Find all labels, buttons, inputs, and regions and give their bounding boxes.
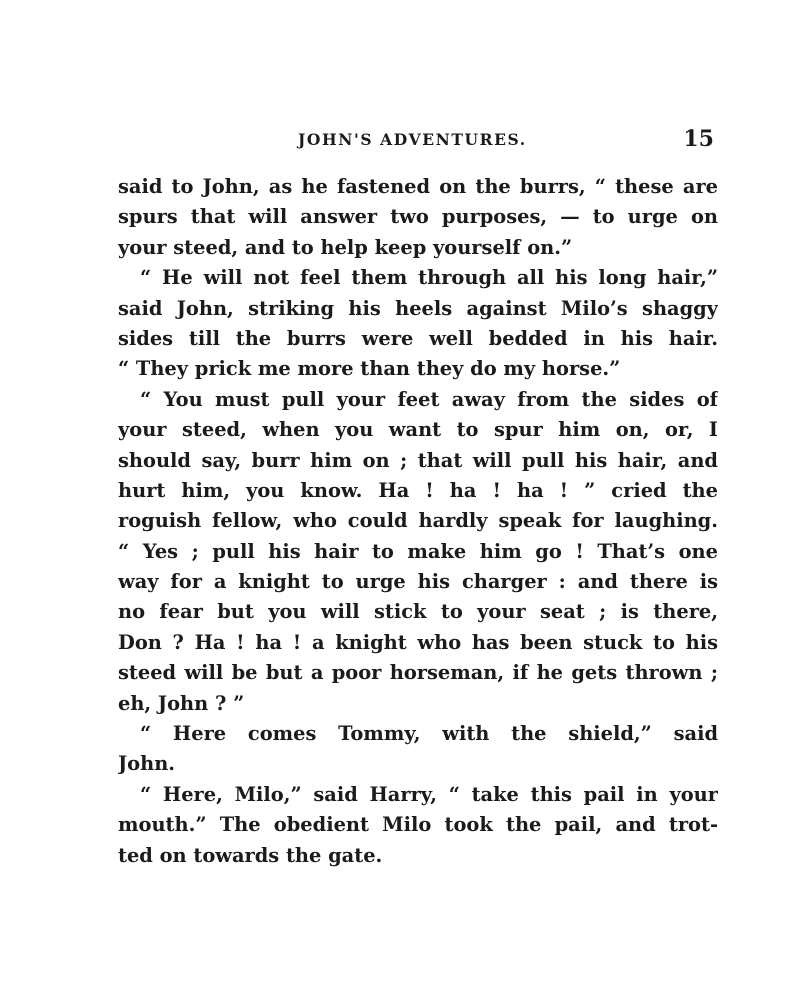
text-line: mouth.” The obedient Milo took the pail, and trot- [118, 813, 718, 837]
text-line: “ They prick me more than they do my horse.” [118, 357, 621, 381]
text-line: should say, burr him on ; that will pull his hair, and [118, 448, 718, 472]
text-line: eh, John ? ” [118, 691, 245, 715]
text-line: John. [118, 752, 176, 776]
text-line: said John, striking his heels against Milo’s shaggy [118, 296, 718, 320]
text-line: “ You must pull your feet away from the sides of [140, 387, 718, 411]
text-line: “ Here comes Tommy, with the shield,” said [140, 722, 718, 746]
text-line: spurs that will answer two purposes, — to urge on [118, 205, 718, 229]
text-line: roguish fellow, who could hardly speak for laughing. [118, 509, 718, 533]
text-line: your steed, and to help keep yourself on.” [118, 235, 573, 259]
text-line: “ He will not feel them through all his long hair,” [140, 266, 718, 290]
page-header [118, 126, 716, 160]
text-line: way for a knight to urge his charger : and there is [118, 570, 718, 594]
text-line: hurt him, you know. Ha ! ha ! ha ! ” cried the [118, 478, 718, 502]
text-line: “ Here, Milo,” said Harry, “ take this pail in your [140, 782, 718, 806]
running-head: JOHN'S ADVENTURES. [298, 130, 527, 149]
text-line: your steed, when you want to spur him on, or, I [118, 418, 718, 442]
text-line: said to John, as he fastened on the burrs, “ these are [118, 175, 718, 198]
text-line: no fear but you will stick to your seat ; is there, [118, 600, 718, 624]
text-line: ted on towards the gate. [118, 843, 383, 867]
body-text [118, 172, 718, 871]
text-line: sides till the burrs were well bedded in his hair. [118, 326, 718, 350]
page-number: 15 [683, 126, 714, 152]
text-line: steed will be but a poor horseman, if he gets thrown ; [118, 661, 718, 685]
text-line: “ Yes ; pull his hair to make him go ! That’s one [118, 539, 718, 563]
text-line: Don ? Ha ! ha ! a knight who has been stuck to his [118, 630, 718, 654]
